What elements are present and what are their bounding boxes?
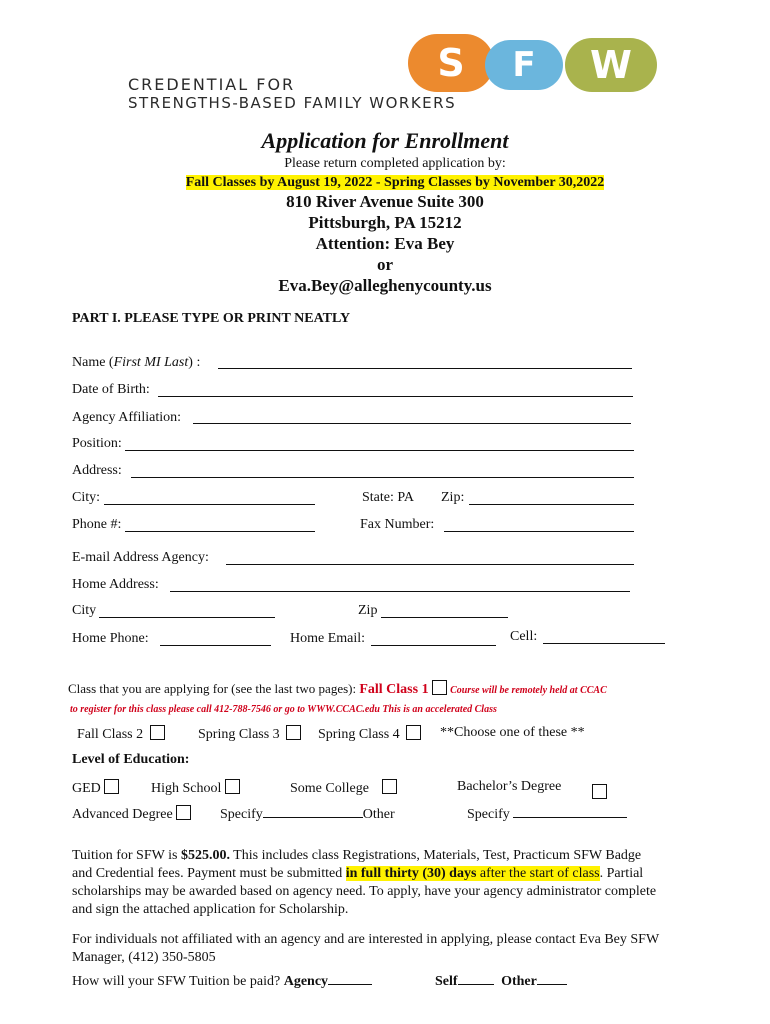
name-field [72,355,200,371]
fall-class-1-checkbox[interactable] [432,680,447,695]
contact-line-2: Manager, (412) 350-5805 [72,950,216,965]
return-note: Please return completed application by: [284,156,506,171]
payment-self-line[interactable] [458,972,494,985]
payment-agency-line[interactable] [328,972,372,985]
payment-other-line[interactable] [537,972,567,985]
tuition-1b: This includes class Registrations, Materials, Test, Practicum SFW Badge [229,848,642,863]
bachelors-option [457,779,561,795]
payment-other-label: Other [501,974,537,989]
advanced-label: Advanced Degree [72,807,173,822]
some-college-label: Some College [290,781,369,796]
deadline-line [0,173,770,191]
ged-checkbox[interactable] [104,779,119,794]
logo-line-1: CREDENTIAL FOR [128,75,296,94]
spring-class-4-label: Spring Class 4 [318,727,400,742]
mailing-address [0,191,770,296]
advanced-checkbox[interactable] [176,805,191,820]
home-phone-label: Home Phone: [72,631,149,646]
home-address-input-line[interactable] [170,579,630,592]
fall-class-1-label: Fall Class 1 [359,682,429,697]
ged-label: GED [72,781,101,796]
address-city: Pittsburgh, PA 15212 [308,213,462,232]
home-phone-input-line[interactable] [160,633,271,646]
page-title: Application for Enrollment [261,128,509,153]
home-address-label: Home Address: [72,577,159,592]
high-school-label: High School [151,781,222,796]
specify2-label: Specify [467,807,510,822]
tuition-deadline-hl: after the start of class [476,866,600,881]
tuition-line-4: and sign the attached application for Scholarship. [72,902,349,917]
tuition-paragraph [72,847,732,919]
choose-note: **Choose one of these ** [440,725,585,740]
tuition-line-2 [72,865,732,883]
fall-class-1-note: Course will be remotely held at CCAC [450,685,607,696]
dob-label: Date of Birth: [72,382,150,397]
payment-self [435,972,567,990]
logo-line-2: STRENGTHS-BASED FAMILY WORKERS [128,94,457,112]
high-school-option [151,779,240,797]
city2-label: City [72,603,97,618]
spring-class-4-checkbox[interactable] [406,725,421,740]
address-street: 810 River Avenue Suite 300 [286,192,484,211]
cell-input-line[interactable] [543,631,665,644]
agency-label: Agency Affiliation: [72,410,181,425]
city-label: City: [72,490,101,505]
payment-question-row [72,972,372,990]
part-1-heading: PART I. PLEASE TYPE OR PRINT NEATLY [72,311,351,326]
high-school-checkbox[interactable] [225,779,240,794]
address-input-line[interactable] [131,465,634,478]
specify2-input-line[interactable] [513,805,627,818]
fax-label: Fax Number: [360,517,435,532]
fall-class-2-checkbox[interactable] [150,725,165,740]
advanced-option [72,805,191,823]
payment-question: How will your SFW Tuition be paid? [72,974,281,989]
contact-paragraph [72,931,732,967]
spring-class-3-label: Spring Class 3 [198,727,280,742]
specify-label: Specify [220,807,263,822]
specify2-field [467,805,627,823]
cell-label: Cell: [510,629,538,644]
zip2-input-line[interactable] [381,605,508,618]
bachelors-label: Bachelor’s Degree [457,779,562,794]
home-email-label: Home Email: [290,631,366,646]
some-college-checkbox[interactable] [382,779,397,794]
some-college-option [290,779,397,797]
zip-input-line[interactable] [469,492,634,505]
logo-circle-w: W [565,38,657,92]
tuition-line-3: scholarships may be awarded based on agency need. To apply, have your agency administrator complete [72,884,657,899]
address-email: Eva.Bey@alleghenycounty.us [278,276,492,295]
logo-circle-f: F [485,40,563,90]
other-label: Other [362,807,395,822]
city2-input-line[interactable] [99,605,275,618]
tuition-2b: . Partial [599,866,644,881]
spring-class-3-checkbox[interactable] [286,725,301,740]
tuition-1a: Tuition for SFW is [72,848,181,863]
education-heading: Level of Education: [72,752,190,767]
dob-input-line[interactable] [158,384,633,397]
payment-agency-label: Agency [283,974,329,989]
spring-class-4 [318,725,421,743]
tuition-line-1 [72,847,732,865]
register-note: to register for this class please call 412-788-7546 or go to WWW.CCAC.edu This is an accelerated Class [70,704,497,715]
phone-input-line[interactable] [125,519,315,532]
fall-class-2-label: Fall Class 2 [77,727,144,742]
class-choice-row [77,725,165,743]
email-agency-label: E-mail Address Agency: [72,550,209,565]
home-email-input-line[interactable] [371,633,496,646]
name-input-line[interactable] [218,356,632,369]
address-label: Address: [72,463,122,478]
spring-class-3 [198,725,301,743]
address-or: or [376,255,394,274]
city-input-line[interactable] [104,492,315,505]
ged-option [72,779,119,797]
phone-label: Phone #: [72,517,122,532]
tuition-2a: and Credential fees. Payment must be submitted [72,866,346,881]
email-agency-input-line[interactable] [226,552,634,565]
tuition-amount: $525.00. [180,848,230,863]
payment-self-label: Self [435,974,458,989]
specify-field [220,805,395,823]
name-label-prefix: Name ( [72,355,114,370]
tuition-deadline-bold: in full thirty (30) days [345,866,477,881]
position-label: Position: [72,436,122,451]
specify-input-line[interactable] [263,805,363,818]
fax-input-line[interactable] [444,519,634,532]
logo-circle-s: S [408,34,494,92]
position-input-line[interactable] [125,438,634,451]
deadline: Fall Classes by August 19, 2022 - Spring Classes by November 30,2022 [185,175,605,190]
class-intro-text: Class that you are applying for (see the last two pages): [68,681,357,696]
class-intro-row [68,680,607,698]
zip2-label: Zip [358,603,378,618]
contact-line-1: For individuals not affiliated with an agency and are interested in applying, please contact Eva Bey SFW [72,932,660,947]
logo [128,30,663,120]
bachelors-checkbox[interactable] [592,784,607,799]
state-label: State: PA [362,490,414,505]
address-attention: Attention: Eva Bey [315,234,455,253]
name-label-suffix: ) : [188,355,201,370]
zip-label: Zip: [441,490,465,505]
name-label-italic: First MI Last [113,355,189,370]
agency-input-line[interactable] [193,411,631,424]
